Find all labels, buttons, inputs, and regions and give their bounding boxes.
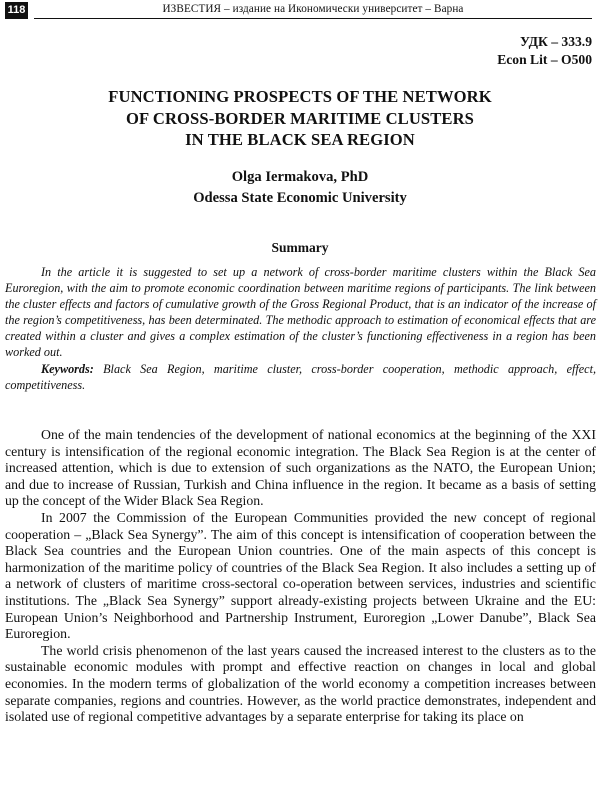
econlit-code: Econ Lit – O500 [497,52,592,67]
body-paragraph: The world crisis phenomenon of the last years caused the increased interest to the clusters as to the sustainable economic modules with prompt and effective reaction on changes in local and global economies. In the modern terms of globalization of the world economy a competition increases between separate companies, regions and countries. However, as the world practice demonstrates, independent and isolated use of regional competitive advantages by a separate enterprise for taking its place on [5,642,596,725]
keywords-list: Black Sea Region, maritime cluster, cross-border cooperation, methodic approach, effect, competitiveness. [5,361,596,392]
title-line: IN THE BLACK SEA REGION [185,130,415,149]
abstract-text: In the article it is suggested to set up a network of cross-border maritime clusters within the Black Sea Euroregion, with the aim to promote economic coordination between maritime regions of participants. The link between the cluster effects and factors of cumulative growth of the Gross Regional Product, that is an indicator of the increase of the region’s competitiveness, has been determinated. The methodic approach to estimation of economical effects that are created within a cluster and gives a complex estimation of the cluster’s functioning effectiveness in a region has been worked out. [5,265,596,360]
body-paragraph: One of the main tendencies of the development of national economics at the beginning of the XXI century is intensification of the regional economic integration. The Black Sea Region is at the center of increased attention, which is due to extension of such organizations as the NATO, the European Union; and due to increase of Russian, Turkish and China influence in the region. It became as a basis of setting up the concept of the Wider Black Sea Region. [5,427,596,509]
title-line: FUNCTIONING PROSPECTS OF THE NETWORK [108,87,492,106]
header-rule [34,18,592,19]
author-affiliation: Odessa State Economic University [193,190,407,206]
summary-heading: Summary [271,240,329,255]
author-block [20,167,580,209]
abstract [5,264,596,393]
body-paragraph: In 2007 the Commission of the European Communities provided the new concept of regional cooperation – „Black Sea Synergy”. The aim of this concept is intensification of cooperation between the Black Sea countries and the European Union countries. One of the main aspects of this concept is harmonization of the maritime policy of countries of the Black Sea Region. It also includes a setting up of a network of clusters of maritime cross-sectoral co-operation between services, industries and scientific institutions. The „Black Sea Synergy” support already-existing projects between Ukraine and the EU: European Union’s Neighborhood and Partnership Instrument, Euroregion „Lower Danube”, Black Sea Euroregion. [5,509,596,642]
author-name: Olga Iermakova, PhD [231,169,369,185]
article-title [20,86,580,151]
keywords-paragraph [5,361,596,393]
title-line: OF CROSS-BORDER MARITIME CLUSTERS [126,108,474,128]
article-body [5,427,596,726]
page-number: 118 [5,2,28,19]
udc-code: УДК – 333.9 [520,34,592,49]
journal-running-head: ИЗВЕСТИЯ – издание на Икономически университет – Варна [162,3,464,15]
running-header [0,0,600,20]
keywords-label: Keywords: [41,361,94,376]
classification-codes [497,33,592,69]
